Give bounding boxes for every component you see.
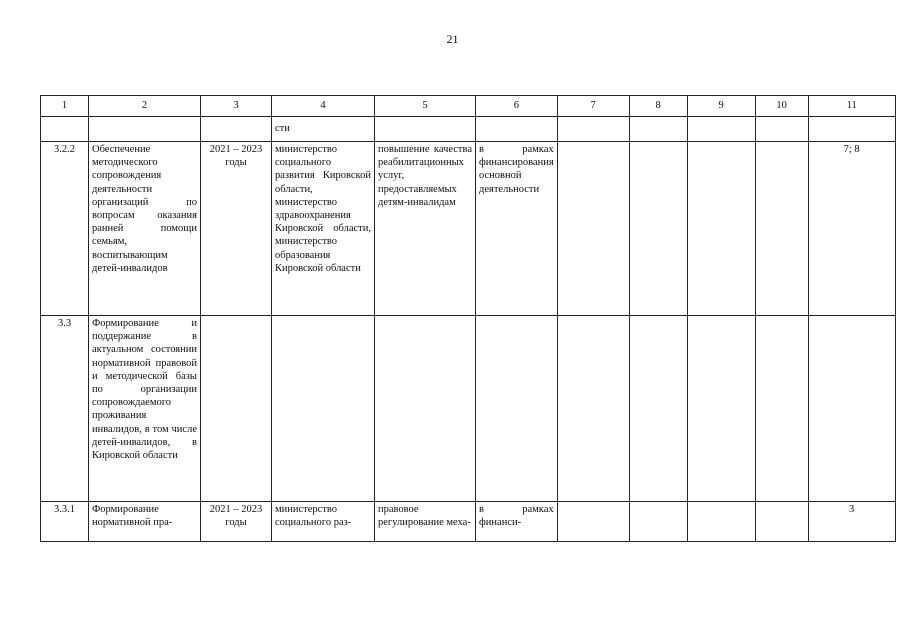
executor: сти bbox=[272, 117, 375, 142]
header-cell: 9 bbox=[687, 96, 755, 117]
empty-cell bbox=[687, 142, 755, 316]
empty-cell bbox=[755, 502, 808, 542]
indicator-ref: 3 bbox=[808, 502, 895, 542]
financing: в рамках финансирования основной деятельности bbox=[476, 142, 558, 316]
empty-cell bbox=[629, 117, 687, 142]
empty-cell bbox=[557, 142, 629, 316]
row-number: 3.3 bbox=[41, 316, 89, 502]
plan-table bbox=[40, 95, 896, 542]
result bbox=[375, 117, 476, 142]
financing: в рамках финанси- bbox=[476, 502, 558, 542]
table-row bbox=[41, 142, 896, 316]
empty-cell bbox=[755, 316, 808, 502]
empty-cell bbox=[687, 117, 755, 142]
executor bbox=[272, 316, 375, 502]
table-row bbox=[41, 117, 896, 142]
empty-cell bbox=[557, 316, 629, 502]
empty-cell bbox=[755, 117, 808, 142]
page-number: 21 bbox=[446, 32, 459, 46]
header-cell: 5 bbox=[375, 96, 476, 117]
result: правовое регулирование меха- bbox=[375, 502, 476, 542]
empty-cell bbox=[557, 117, 629, 142]
header-cell: 11 bbox=[808, 96, 895, 117]
indicator-ref bbox=[808, 316, 895, 502]
header-cell: 7 bbox=[557, 96, 629, 117]
header-cell: 6 bbox=[476, 96, 558, 117]
executor: министерство социального раз- bbox=[272, 502, 375, 542]
measure-name: Формирование нормативной пра- bbox=[89, 502, 201, 542]
measure-name: Обеспечение методического сопровождения деятельности организаций по вопросам оказания ранней помощи семьям, воспитывающим детей-инвалидов bbox=[89, 142, 201, 316]
empty-cell bbox=[687, 502, 755, 542]
empty-cell bbox=[557, 502, 629, 542]
result bbox=[375, 316, 476, 502]
header-cell: 3 bbox=[201, 96, 272, 117]
measure-name: Формирование и поддержание в актуальном состоянии нормативной правовой и методической базы по организации сопровождаемого проживания инвалидов, в том числе детей-инвалидов, в Кировской области bbox=[89, 316, 201, 502]
header-cell: 8 bbox=[629, 96, 687, 117]
header-cell: 2 bbox=[89, 96, 201, 117]
row-number bbox=[41, 117, 89, 142]
financing bbox=[476, 117, 558, 142]
executor: министерство социального развития Кировской области, министерство здравоохранения Кировской области, министерство образования Кировской области bbox=[272, 142, 375, 316]
header-cell: 10 bbox=[755, 96, 808, 117]
table-row bbox=[41, 502, 896, 542]
period: 2021 – 2023 годы bbox=[201, 142, 272, 316]
period bbox=[201, 117, 272, 142]
financing bbox=[476, 316, 558, 502]
table-row bbox=[41, 316, 896, 502]
empty-cell bbox=[629, 502, 687, 542]
empty-cell bbox=[629, 142, 687, 316]
period bbox=[201, 316, 272, 502]
row-number: 3.3.1 bbox=[41, 502, 89, 542]
measure-name bbox=[89, 117, 201, 142]
header-cell: 1 bbox=[41, 96, 89, 117]
header-row bbox=[41, 96, 896, 117]
result: повышение качества реабилитационных услуг, предоставляемых детям-инвалидам bbox=[375, 142, 476, 316]
empty-cell bbox=[687, 316, 755, 502]
period: 2021 – 2023 годы bbox=[201, 502, 272, 542]
indicator-ref bbox=[808, 117, 895, 142]
indicator-ref: 7; 8 bbox=[808, 142, 895, 316]
empty-cell bbox=[755, 142, 808, 316]
empty-cell bbox=[629, 316, 687, 502]
row-number: 3.2.2 bbox=[41, 142, 89, 316]
header-cell: 4 bbox=[272, 96, 375, 117]
